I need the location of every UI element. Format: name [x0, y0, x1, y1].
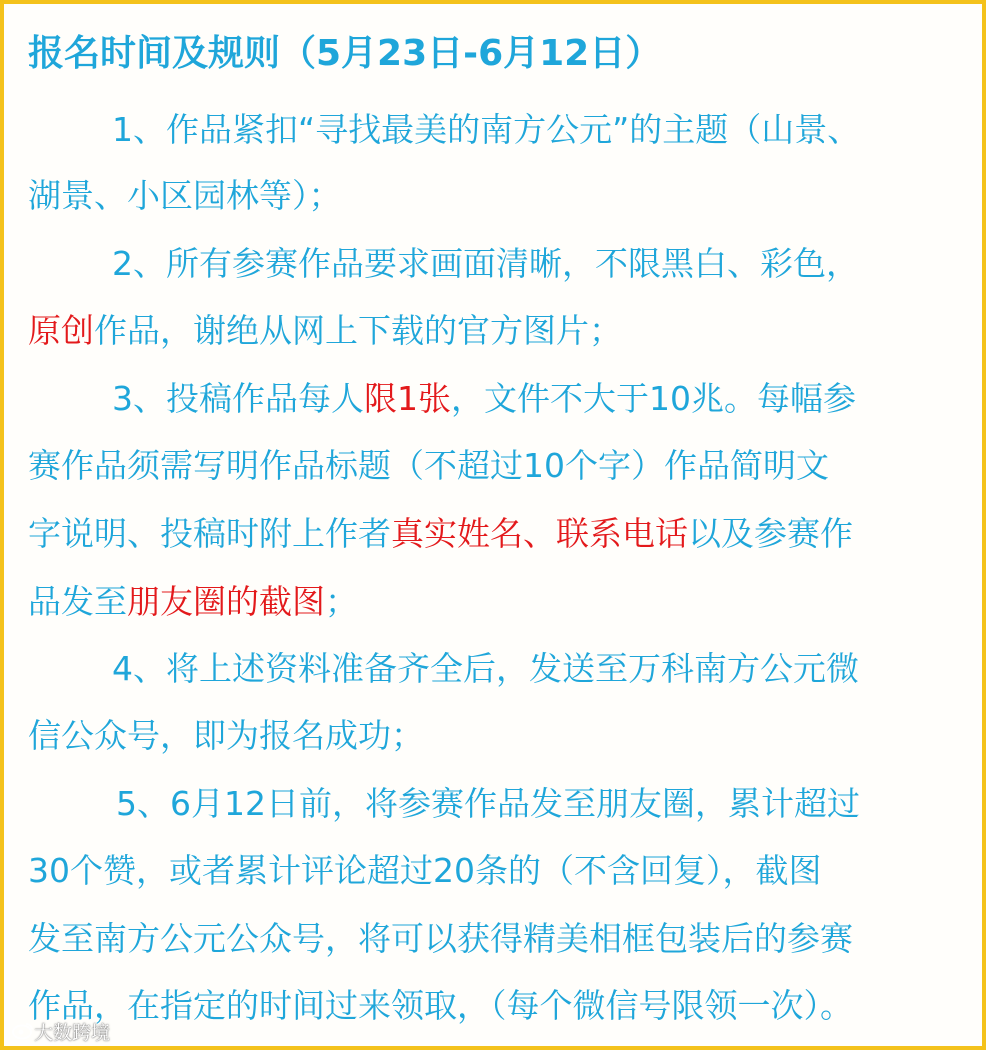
rule-4-line-1: 4、将上述资料准备齐全后，发送至万科南方公元微 [112, 649, 859, 688]
rule-3-text-d: 以及参赛作 [688, 514, 853, 553]
rule-1-line-1: 1、作品紧扣“寻找最美的南方公元”的主题（山景、 [112, 110, 861, 149]
highlight-screenshot: 朋友圈的截图 [127, 582, 325, 621]
rule-2-line-1: 2、所有参赛作品要求画面清晰，不限黑白、彩色， [112, 244, 859, 283]
watermark-text: 大数跨境 [34, 1022, 111, 1044]
highlight-original: 原创 [28, 311, 94, 350]
rule-3-text-b: ，文件不大于10兆。每幅参 [451, 379, 856, 418]
rule-4-line-2: 信公众号，即为报名成功； [28, 716, 424, 755]
rule-3-line-3 [28, 512, 853, 556]
rule-3-line-2: 赛作品须需写明作品标题（不超过10个字）作品简明文 [28, 446, 829, 485]
sina-weibo-eye-icon [12, 1021, 34, 1047]
rule-5-line-3: 发至南方公元公众号，将可以获得精美相框包装后的参赛 [28, 919, 853, 958]
rule-1-line-2: 湖景、小区园林等）； [28, 176, 342, 215]
highlight-limit: 限1张 [364, 379, 451, 418]
rule-5-line-4: 作品，在指定的时间过来领取，（每个微信号限领一次）。 [28, 986, 853, 1025]
watermark [12, 1020, 110, 1047]
rule-5-line-1: 5、6月12日前，将参赛作品发至朋友圈，累计超过 [116, 784, 860, 823]
rule-2-line-2 [28, 309, 622, 353]
rule-3-line-4 [28, 580, 358, 624]
rule-5-line-2: 30个赞，或者累计评论超过20条的（不含回复），截图 [28, 851, 822, 890]
rule-3-text-f: ； [325, 582, 358, 621]
highlight-name-phone: 真实姓名、联系电话 [391, 514, 688, 553]
rule-3-text-c: 字说明、投稿时附上作者 [28, 514, 391, 553]
rule-3-line-1 [112, 377, 856, 421]
page-title: 报名时间及规则（5月23日-6月12日） [28, 33, 662, 74]
rule-3-text-e: 品发至 [28, 582, 127, 621]
rule-2-line-2-text: 作品，谢绝从网上下载的官方图片； [94, 311, 622, 350]
rule-3-text-a: 3、投稿作品每人 [112, 379, 364, 418]
